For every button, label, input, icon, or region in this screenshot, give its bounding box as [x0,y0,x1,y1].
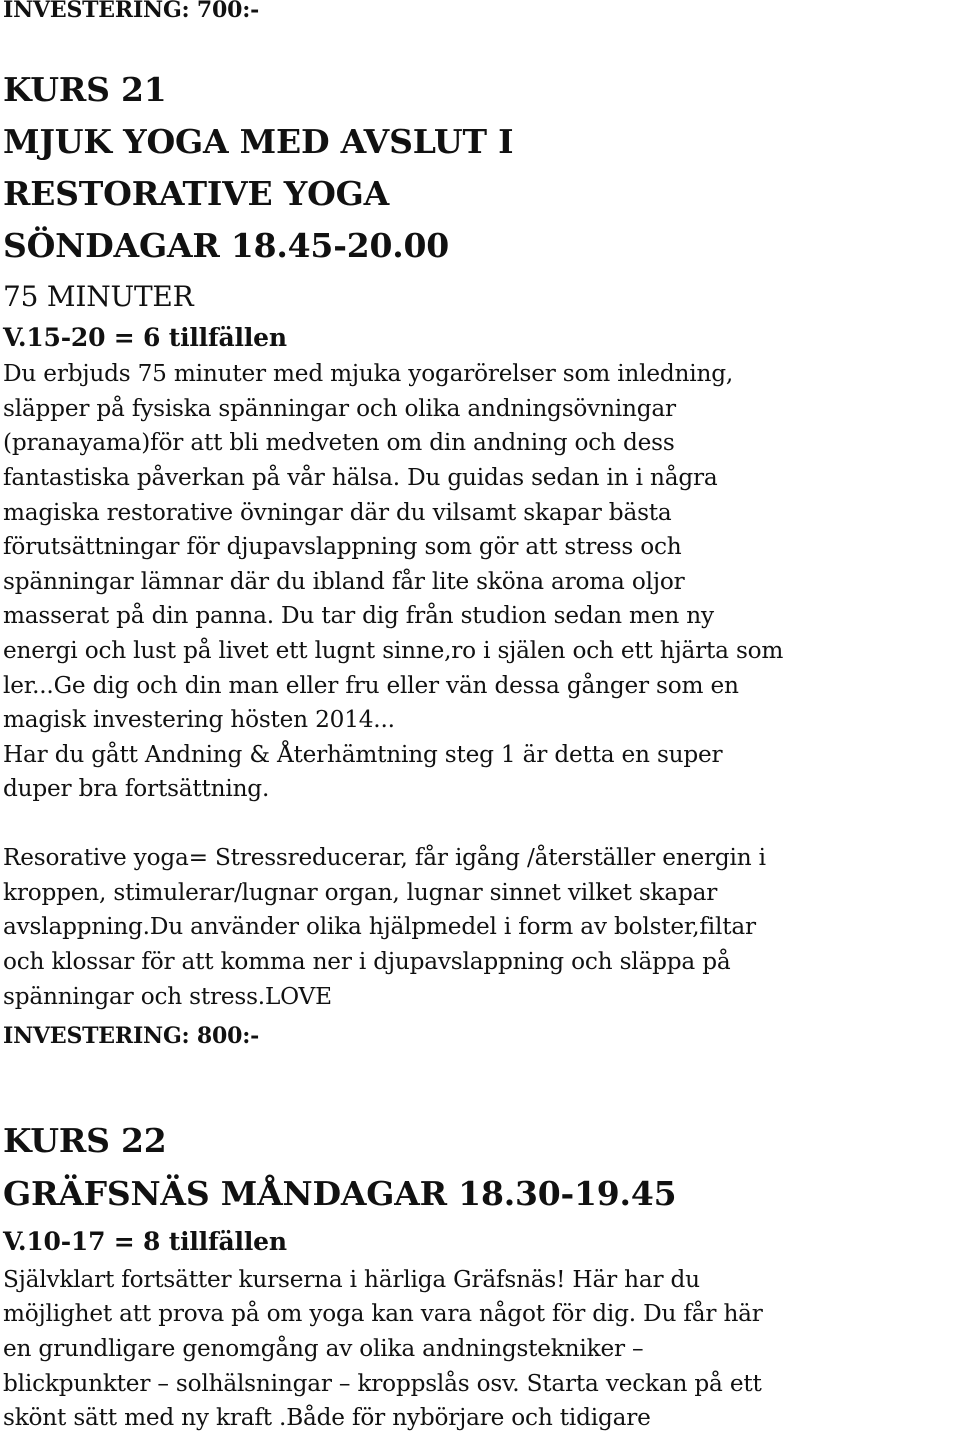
investment-700: INVESTERING: 700:- [3,0,260,23]
course21-desc-line: Har du gått Andning & Återhämtning steg 1 är detta en super [3,741,723,768]
restorative-info-line: spänningar och stress.LOVE [3,983,332,1010]
course21-desc-line: energi och lust på livet ett lugnt sinne,ro i själen och ett hjärta som [3,637,784,664]
course21-duration: 75 MINUTER [3,280,194,313]
course21-schedule: SÖNDAGAR 18.45-20.00 [3,226,450,265]
course22-desc-line: en grundligare genomgång av olika andningstekniker – [3,1335,644,1362]
course21-desc-line: magiska restorative övningar där du vilsamt skapar bästa [3,499,672,526]
course21-desc-line: duper bra fortsättning. [3,775,270,802]
course22-desc-line: möjlighet att prova på om yoga kan vara något för dig. Du får här [3,1300,763,1327]
course21-desc-line: Du erbjuds 75 minuter med mjuka yogarörelser som inledning, [3,360,734,387]
course21-desc-line: fantastiska påverkan på vår hälsa. Du guidas sedan in i några [3,464,718,491]
course21-desc-line: masserat på din panna. Du tar dig från studion sedan men ny [3,602,714,629]
course22-desc-line: Självklart fortsätter kurserna i härliga Gräfsnäs! Här har du [3,1266,700,1293]
course21-number: KURS 21 [3,70,167,109]
course21-desc-line: släpper på fysiska spänningar och olika andningsövningar [3,395,676,422]
course21-desc-line: ler...Ge dig och din man eller fru eller vän dessa gånger som en [3,672,739,699]
course21-weeks: V.15-20 = 6 tillfällen [3,323,287,352]
course22-desc-line: skönt sätt med ny kraft .Både för nybörjare och tidigare [3,1404,651,1431]
restorative-info-line: Resorative yoga= Stressreducerar, får igång /återställer energin i [3,844,766,871]
restorative-info-line: kroppen, stimulerar/lugnar organ, lugnar sinnet vilket skapar [3,879,718,906]
course22-weeks: V.10-17 = 8 tillfällen [3,1227,287,1256]
course22-schedule: GRÄFSNÄS MÅNDAGAR 18.30-19.45 [3,1174,677,1213]
investment-800: INVESTERING: 800:- [3,1023,260,1049]
course21-desc-line: (pranayama)för att bli medveten om din andning och dess [3,429,675,456]
restorative-info-line: avslappning.Du använder olika hjälpmedel i form av bolster,filtar [3,913,756,940]
restorative-info-line: och klossar för att komma ner i djupavslappning och släppa på [3,948,731,975]
course21-title-line1: MJUK YOGA MED AVSLUT I [3,122,514,161]
course22-desc-line: blickpunkter – solhälsningar – kroppslås osv. Starta veckan på ett [3,1370,762,1397]
course21-title-line2: RESTORATIVE YOGA [3,174,390,213]
course22-number: KURS 22 [3,1121,167,1160]
course21-desc-line: magisk investering hösten 2014... [3,706,395,733]
course21-desc-line: spänningar lämnar där du ibland får lite sköna aroma oljor [3,568,685,595]
course21-desc-line: förutsättningar för djupavslappning som gör att stress och [3,533,682,560]
